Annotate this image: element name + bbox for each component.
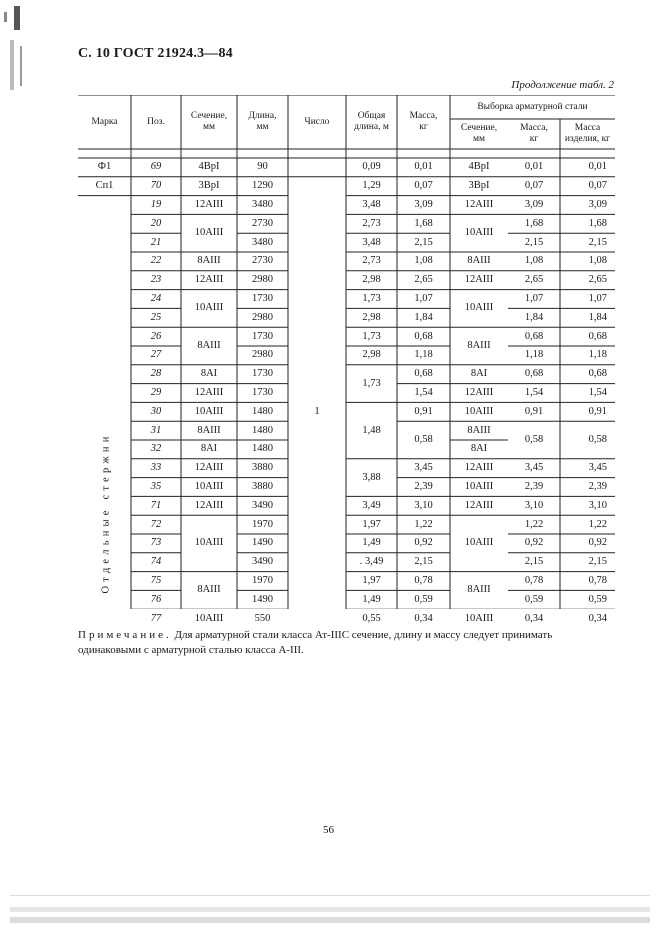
cell-total-length: 1,49 [362, 537, 381, 549]
cell-sel-mass: 2,15 [524, 556, 544, 568]
cell-length: 1480 [252, 424, 273, 436]
cell-section: 8АIII [197, 584, 221, 596]
cell-total-length: 1,73 [362, 293, 381, 304]
cell-section: 10АIII [194, 405, 224, 417]
cell-sel-mass-item: 2,15 [588, 556, 607, 568]
cell-sel-mass: 2,15 [524, 236, 544, 248]
cell-marka: Ф1 [97, 161, 112, 173]
cell-length: 3880 [252, 462, 273, 474]
col-header-sel-section: Сечение, мм [460, 123, 498, 144]
cell-length: 1730 [252, 330, 273, 342]
cell-length: 2980 [252, 349, 273, 361]
cell-sel-section: 12АIII [464, 462, 494, 474]
cell-sel-mass-item: 1,08 [588, 255, 607, 267]
cell-pos: 35 [150, 481, 162, 492]
cell-total-length: 1,48 [362, 424, 381, 436]
cell-sel-mass-item: 0,68 [588, 330, 607, 342]
cell-length: 1480 [252, 443, 273, 455]
cell-total-length: . 3,49 [359, 556, 384, 568]
cell-pos: 25 [150, 311, 162, 323]
cell-section: 8АIII [197, 255, 221, 267]
cell-section: 10АIII [194, 481, 224, 492]
cell-sel-mass-item: 0,58 [588, 434, 607, 445]
cell-pos: 76 [150, 593, 162, 605]
cell-mass: 1,07 [414, 293, 433, 304]
cell-length: 1490 [252, 593, 273, 605]
cell-sel-mass: 3,45 [524, 462, 544, 474]
table-note [78, 628, 618, 658]
cell-sel-mass-item: 0,59 [588, 593, 607, 605]
cell-total-length: 2,98 [362, 349, 381, 361]
cell-sel-mass: 1,18 [524, 349, 544, 361]
scan-footer-noise [10, 893, 650, 927]
cell-sel-mass-item: 1,18 [588, 349, 607, 361]
cell-length: 3490 [252, 556, 273, 568]
cell-sel-section: 3ВрI [468, 180, 490, 192]
cell-sel-mass: 1,22 [524, 518, 544, 530]
cell-sel-section: 8АI [470, 443, 488, 455]
cell-mass: 0,91 [414, 405, 433, 417]
cell-length: 1490 [252, 537, 273, 549]
cell-section: 12АIII [194, 274, 224, 286]
cell-pos: 29 [150, 387, 162, 398]
cell-sel-section: 12АIII [464, 499, 494, 511]
cell-mass: 0,01 [414, 161, 433, 173]
cell-pos: 31 [150, 424, 162, 436]
cell-sel-mass-item: 2,65 [588, 274, 607, 286]
cell-sel-mass-item: 0,07 [588, 180, 607, 192]
cell-pos: 26 [150, 330, 162, 342]
table-continuation-label: Продолжение табл. 2 [511, 79, 614, 91]
cell-pos: 77 [150, 612, 162, 624]
cell-sel-mass: 0,91 [524, 405, 544, 417]
cell-mass: 1,22 [414, 518, 433, 530]
note-text: Для арматурной стали класса Ат-IIIС сечение, длину и массу следует принимать одинаковыми с арматурной сталью класса А-III. [78, 629, 553, 656]
cell-length: 3490 [252, 499, 273, 511]
cell-pos: 33 [150, 462, 162, 474]
cell-sel-mass: 1,68 [524, 217, 544, 229]
cell-mass: 0,68 [414, 330, 433, 342]
cell-sel-mass-item: 2,39 [588, 481, 607, 492]
cell-section: 10АIII [194, 612, 224, 624]
cell-sel-mass-item: 0,78 [588, 575, 607, 586]
cell-sel-mass: 0,07 [524, 180, 544, 192]
cell-sel-mass-item: 0,91 [588, 405, 607, 417]
cell-length: 1480 [252, 405, 273, 417]
cell-mass: 0,68 [414, 368, 433, 380]
cell-length: 3480 [252, 199, 273, 210]
cell-total-length: 2,73 [362, 217, 381, 229]
cell-length: 2730 [252, 217, 273, 229]
cell-total-length: 2,98 [362, 311, 381, 323]
cell-sel-section: 10АIII [464, 405, 494, 417]
cell-length: 2980 [252, 311, 273, 323]
cell-pos: 73 [150, 537, 162, 549]
cell-pos: 72 [150, 518, 162, 530]
cell-sel-section: 10АIII [464, 302, 494, 314]
cell-sel-mass: 0,78 [524, 575, 544, 586]
cell-sel-section: 12АIII [464, 199, 494, 210]
col-header-section: Сечение, мм [190, 111, 228, 132]
cell-pos: 23 [150, 274, 162, 286]
cell-length: 2730 [252, 255, 273, 267]
cell-sel-mass-item: 3,10 [588, 499, 607, 511]
cell-sel-mass: 1,07 [524, 293, 544, 304]
cell-sel-mass-item: 0,01 [588, 161, 607, 173]
cell-mass: 1,54 [414, 387, 433, 398]
cell-length: 1290 [252, 180, 273, 192]
cell-mass: 0,59 [414, 593, 433, 605]
cell-sel-mass-item: 2,15 [588, 236, 607, 248]
col-header-sel-mass: Масса, кг [520, 123, 548, 144]
cell-total-length: 1,29 [362, 180, 381, 192]
cell-sel-section: 8АIII [467, 340, 491, 351]
cell-mass: 2,15 [414, 556, 433, 568]
cell-pos: 21 [150, 236, 162, 248]
cell-length: 90 [257, 161, 268, 173]
cell-sel-mass: 1,84 [524, 311, 544, 323]
cell-mass: 1,08 [414, 255, 433, 267]
cell-pos: 70 [150, 180, 162, 192]
cell-mass: 0,78 [414, 575, 433, 586]
cell-sel-mass-item: 1,84 [588, 311, 607, 323]
cell-total-length: 2,73 [362, 255, 381, 267]
cell-section: 8АIII [197, 424, 221, 436]
cell-marka: Сп1 [95, 180, 114, 192]
cell-total-length: 3,88 [362, 471, 381, 483]
cell-mass: 3,10 [414, 499, 433, 511]
cell-section: 3ВрI [198, 180, 220, 192]
cell-mass: 0,34 [414, 612, 433, 624]
cell-length: 2980 [252, 274, 273, 286]
cell-mass: 1,84 [414, 311, 433, 323]
cell-sel-mass: 3,09 [524, 199, 544, 210]
cell-sel-mass: 1,08 [524, 255, 544, 267]
cell-sel-section: 10АIII [464, 481, 494, 492]
cell-pos: 27 [150, 349, 162, 361]
cell-sel-mass: 0,59 [524, 593, 544, 605]
cell-sel-mass: 3,10 [524, 499, 544, 511]
cell-mass: 1,18 [414, 349, 433, 361]
cell-sel-mass-item: 0,68 [588, 368, 607, 380]
cell-pos: 22 [150, 255, 162, 267]
col-header-total-length: Общая длина, м [354, 111, 389, 132]
cell-count: 1 [314, 405, 320, 417]
cell-sel-mass: 0,92 [524, 537, 544, 549]
cell-mass: 3,09 [414, 199, 433, 210]
cell-sel-mass-item: 1,22 [588, 518, 607, 530]
cell-mass: 0,07 [414, 180, 433, 192]
cell-total-length: 2,98 [362, 274, 381, 286]
cell-mass: 0,92 [414, 537, 433, 549]
cell-sel-mass-item: 3,09 [588, 199, 607, 210]
cell-total-length: 0,55 [362, 612, 381, 624]
cell-sel-mass-item: 1,54 [588, 387, 607, 398]
scan-edge-marks [0, 0, 40, 110]
cell-pos: 75 [150, 575, 162, 586]
col-header-group: Выборка арматурной стали [477, 101, 588, 112]
cell-sel-mass: 0,58 [524, 434, 544, 445]
cell-mass: 0,58 [414, 434, 433, 445]
cell-pos: 28 [150, 368, 162, 380]
cell-total-length: 0,09 [362, 161, 381, 173]
col-header-marka: Марка [91, 116, 118, 127]
cell-length: 550 [254, 612, 271, 624]
cell-mass: 2,39 [414, 481, 433, 492]
cell-pos: 24 [150, 293, 162, 304]
cell-pos: 74 [150, 556, 162, 568]
cell-sel-mass-item: 1,07 [588, 293, 607, 304]
cell-total-length: 1,97 [362, 518, 381, 530]
cell-pos: 32 [150, 443, 162, 455]
reinforcement-table [78, 95, 615, 624]
cell-total-length: 3,48 [362, 199, 381, 210]
cell-length: 3480 [252, 236, 273, 248]
cell-section: 10АIII [194, 537, 224, 549]
cell-section: 8АIII [197, 340, 221, 351]
cell-total-length: 3,49 [362, 499, 381, 511]
cell-total-length: 1,49 [362, 593, 381, 605]
cell-length: 1730 [252, 368, 273, 380]
group-label-text: Отдельные стержни [100, 432, 112, 594]
cell-section: 12АIII [194, 462, 224, 474]
cell-sel-section: 8АI [470, 368, 488, 380]
cell-pos: 20 [150, 217, 162, 229]
cell-pos: 30 [150, 405, 162, 417]
cell-section: 12АIII [194, 387, 224, 398]
cell-sel-section: 10АIII [464, 612, 494, 624]
cell-pos: 71 [150, 499, 162, 511]
cell-sel-section: 8АIII [467, 424, 491, 436]
cell-sel-mass: 0,34 [524, 612, 544, 624]
cell-sel-mass: 0,68 [524, 330, 544, 342]
cell-sel-mass: 2,39 [524, 481, 544, 492]
cell-sel-mass: 0,01 [524, 161, 544, 173]
cell-section: 10АIII [194, 227, 224, 239]
col-header-count: Число [304, 116, 330, 127]
cell-section: 4ВрI [198, 161, 220, 173]
page-header: С. 10 ГОСТ 21924.3—84 [78, 46, 233, 61]
cell-pos: 69 [150, 161, 162, 173]
cell-length: 1970 [252, 518, 273, 530]
cell-sel-section: 12АIII [464, 387, 494, 398]
cell-sel-mass-item: 0,34 [588, 612, 607, 624]
page-number: 56 [323, 824, 334, 836]
cell-mass: 1,68 [414, 217, 433, 229]
cell-sel-section: 10АIII [464, 537, 494, 549]
cell-total-length: 3,48 [362, 236, 381, 248]
cell-section: 8АI [200, 443, 218, 455]
cell-sel-section: 10АIII [464, 227, 494, 239]
cell-section: 12АIII [194, 199, 224, 210]
col-header-mass: Масса, кг [409, 111, 438, 132]
col-header-length: Длина, мм [248, 111, 277, 132]
col-header-sel-mass-item: Масса изделия, кг [564, 123, 611, 144]
cell-section: 12АIII [194, 499, 224, 511]
cell-length: 1730 [252, 293, 273, 304]
cell-mass: 2,15 [414, 236, 433, 248]
cell-length: 1970 [252, 575, 273, 586]
cell-sel-mass-item: 0,92 [588, 537, 607, 549]
cell-sel-mass-item: 1,68 [588, 217, 607, 229]
cell-sel-mass: 2,65 [524, 274, 544, 286]
group-label-vertical [86, 433, 126, 593]
cell-section: 10АIII [194, 302, 224, 314]
cell-sel-section: 8АIII [467, 584, 491, 596]
cell-sel-mass-item: 3,45 [588, 462, 607, 474]
cell-length: 3880 [252, 481, 273, 492]
cell-length: 1730 [252, 387, 273, 398]
cell-pos: 19 [150, 199, 162, 210]
cell-total-length: 1,73 [362, 330, 381, 342]
cell-mass: 3,45 [414, 462, 433, 474]
cell-sel-section: 12АIII [464, 274, 494, 286]
cell-total-length: 1,73 [362, 377, 381, 389]
cell-total-length: 1,97 [362, 575, 381, 586]
cell-section: 8АI [200, 368, 218, 380]
cell-sel-mass: 1,54 [524, 387, 544, 398]
cell-sel-mass: 0,68 [524, 368, 544, 380]
cell-mass: 2,65 [414, 274, 433, 286]
cell-sel-section: 8АIII [467, 255, 491, 267]
col-header-pos: Поз. [147, 116, 165, 127]
note-label: Примечание. [78, 629, 172, 641]
cell-sel-section: 4ВрI [468, 161, 490, 173]
